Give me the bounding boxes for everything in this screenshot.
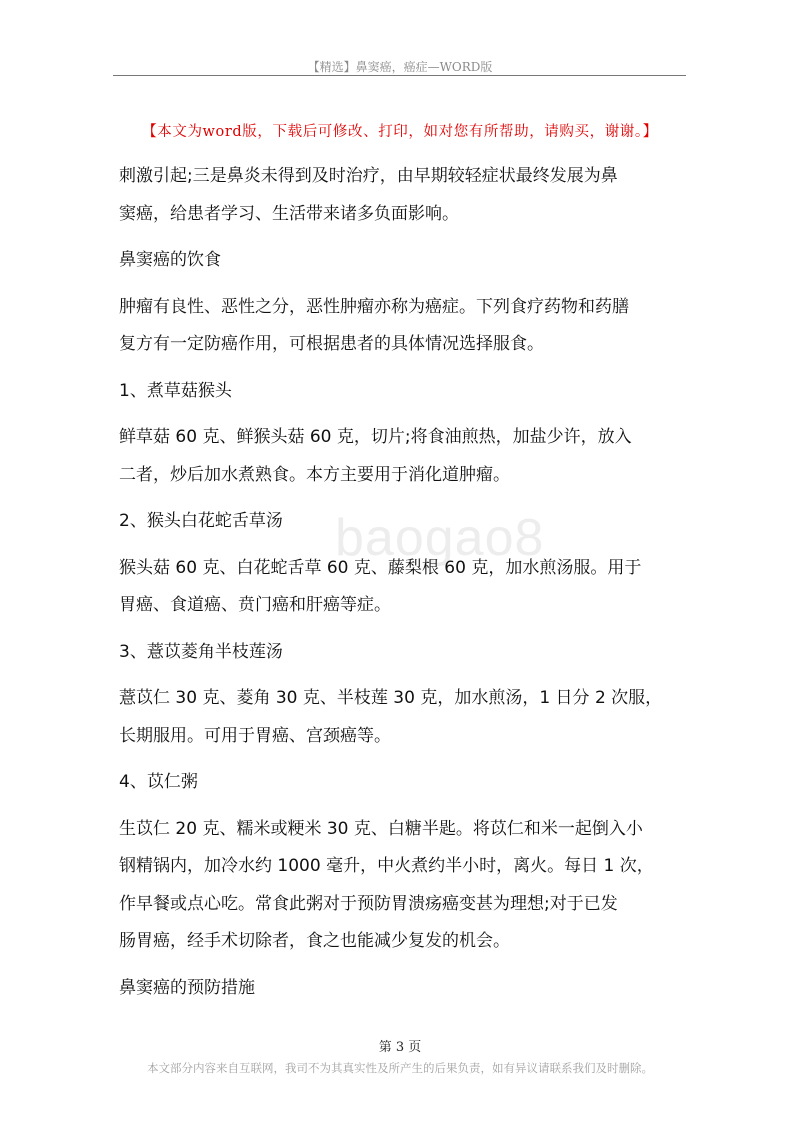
body-line: 生苡仁 20 克、糯米或粳米 30 克、白糖半匙。将苡仁和米一起倒入小	[119, 818, 643, 839]
section-heading: 鼻窦癌的预防措施	[119, 977, 255, 998]
recipe-heading: 2、猴头白花蛇舌草汤	[119, 511, 283, 531]
recipe-heading: 4、苡仁粥	[119, 772, 198, 792]
body-line: 刺激引起;三是鼻炎未得到及时治疗，由早期较轻症状最终发展为鼻	[119, 166, 618, 186]
body-line: 胃癌、食道癌、贲门癌和肝癌等症。	[119, 595, 391, 615]
section-heading: 鼻窦癌的饮食	[119, 250, 221, 270]
body-line: 鲜草菇 60 克、鲜猴头菇 60 克，切片;将食油煎热，加盐少许，放入	[119, 427, 632, 447]
body-line: 二者，炒后加水煮熟食。本方主要用于消化道肿瘤。	[119, 464, 510, 485]
page-header: 【精选】鼻窦癌，癌症—WORD版	[307, 60, 493, 74]
body-line: 作早餐或点心吃。常食此粥对于预防胃溃疡癌变甚为理想;对于已发	[119, 893, 618, 914]
watermark-logo: baogao8	[335, 509, 545, 567]
recipe-heading: 1、煮草菇猴头	[119, 380, 232, 401]
page-number: 第 3 页	[378, 1040, 422, 1055]
body-line: 肿瘤有良性、恶性之分，恶性肿瘤亦称为癌症。下列食疗药物和药膳	[119, 296, 629, 317]
body-line: 肠胃癌，经手术切除者，食之也能减少复发的机会。	[119, 931, 510, 951]
body-line: 窦癌，给患者学习、生活带来诸多负面影响。	[119, 203, 459, 224]
body-line: 薏苡仁 30 克、菱角 30 克、半枝莲 30 克，加水煎汤，1 日分 2 次服，	[119, 688, 663, 708]
body-line: 长期服用。可用于胃癌、宫颈癌等。	[119, 725, 391, 746]
body-line: 钢精锅内，加冷水约 1000 毫升，中火煮约半小时，离火。每日 1 次，	[119, 856, 654, 876]
document-body	[119, 158, 691, 1007]
download-notice: 【本文为word版，下载后可修改、打印，如对您有所帮助，请购买，谢谢。】	[142, 124, 658, 140]
body-line: 复方有一定防癌作用，可根据患者的具体情况选择服食。	[119, 334, 544, 354]
footer-disclaimer: 本文部分内容来自互联网，我司不为其真实性及所产生的后果负责，如有异议请联系我们及时删除。	[147, 1061, 653, 1075]
recipe-heading: 3、薏苡菱角半枝莲汤	[119, 641, 283, 662]
body-line: 猴头菇 60 克、白花蛇舌草 60 克、藤梨根 60 克，加水煎汤服。用于	[119, 557, 642, 578]
header-divider	[113, 75, 686, 76]
